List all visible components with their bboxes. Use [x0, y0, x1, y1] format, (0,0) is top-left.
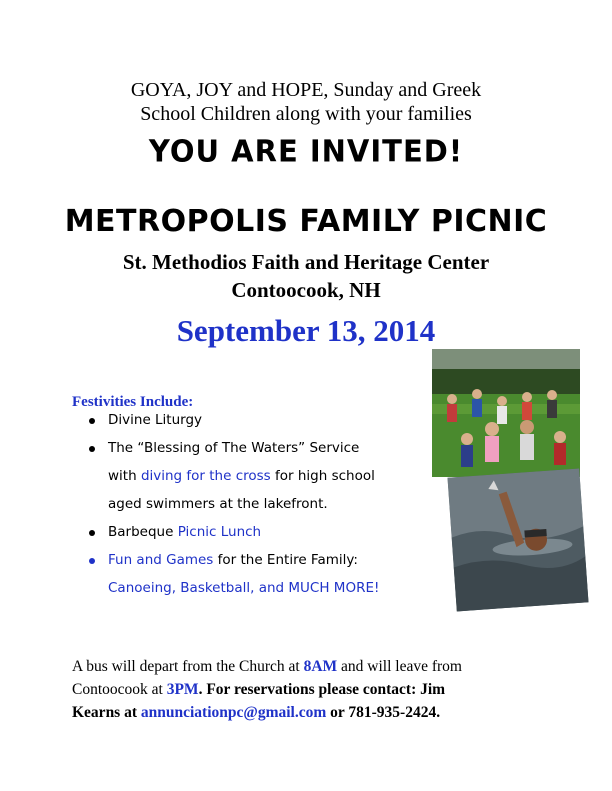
bullet-icon	[89, 530, 95, 536]
diving-highlight: diving for the cross	[140, 468, 271, 484]
item-barbeque-pre: Barbeque	[108, 524, 178, 540]
picnic-lunch-highlight: Picnic Lunch	[177, 524, 262, 540]
bullet-icon	[89, 558, 95, 564]
venue-location: Contoocook, NH	[231, 278, 381, 302]
invitation-headline: YOU ARE INVITED!	[148, 133, 464, 169]
festivities-list	[72, 406, 432, 602]
bus-line-3	[72, 701, 552, 724]
bus-line-3-pre: Kearns at	[72, 704, 141, 721]
fun-games-highlight: Fun and Games	[108, 552, 214, 568]
bullet-icon	[89, 446, 95, 452]
venue-name: St. Methodios Faith and Heritage Center	[122, 250, 490, 274]
event-title: METROPOLIS FAMILY PICNIC	[64, 204, 548, 239]
list-item	[72, 406, 432, 434]
event-date: September 13, 2014	[176, 313, 436, 348]
festivities-heading: Festivities Include:	[72, 394, 194, 410]
swimmer-illustration	[447, 469, 588, 612]
bus-line-2	[72, 678, 552, 701]
item-blessing-line-3: aged swimmers at the lakefront.	[108, 496, 328, 512]
intro-line-2: School Children along with your families	[140, 103, 472, 125]
item-blessing-line-2-pre: with	[108, 468, 141, 484]
bus-line-1-pre: A bus will depart from the Church at	[72, 658, 304, 675]
bus-info	[72, 655, 552, 724]
list-item	[72, 546, 432, 602]
item-divine-liturgy: Divine Liturgy	[108, 412, 203, 428]
item-blessing-line-2-post: for high school	[270, 468, 375, 484]
return-time: 3PM	[166, 681, 199, 698]
list-item	[72, 518, 432, 546]
contact-email-link[interactable]: annunciationpc@gmail.com	[140, 704, 327, 721]
bus-line-1	[72, 655, 552, 678]
swimmer-photo	[447, 469, 588, 612]
list-item	[72, 434, 432, 518]
item-blessing-line-1: The “Blessing of The Waters” Service	[108, 440, 360, 456]
bus-line-2-pre: Contoocook at	[72, 681, 167, 698]
bus-line-2-post: . For reservations please contact: Jim	[198, 681, 446, 698]
picnic-crowd-photo	[432, 349, 580, 477]
item-fun-games-post: for the Entire Family:	[213, 552, 358, 568]
depart-time: 8AM	[303, 658, 338, 675]
intro-line-1: GOYA, JOY and HOPE, Sunday and Greek	[130, 79, 482, 101]
picnic-crowd-illustration	[432, 349, 580, 477]
bullet-icon	[89, 418, 95, 424]
item-activities-line: Canoeing, Basketball, and MUCH MORE!	[108, 580, 380, 596]
bus-line-3-post: or 781-935-2424.	[326, 704, 441, 721]
bus-line-1-post: and will leave from	[337, 658, 462, 675]
